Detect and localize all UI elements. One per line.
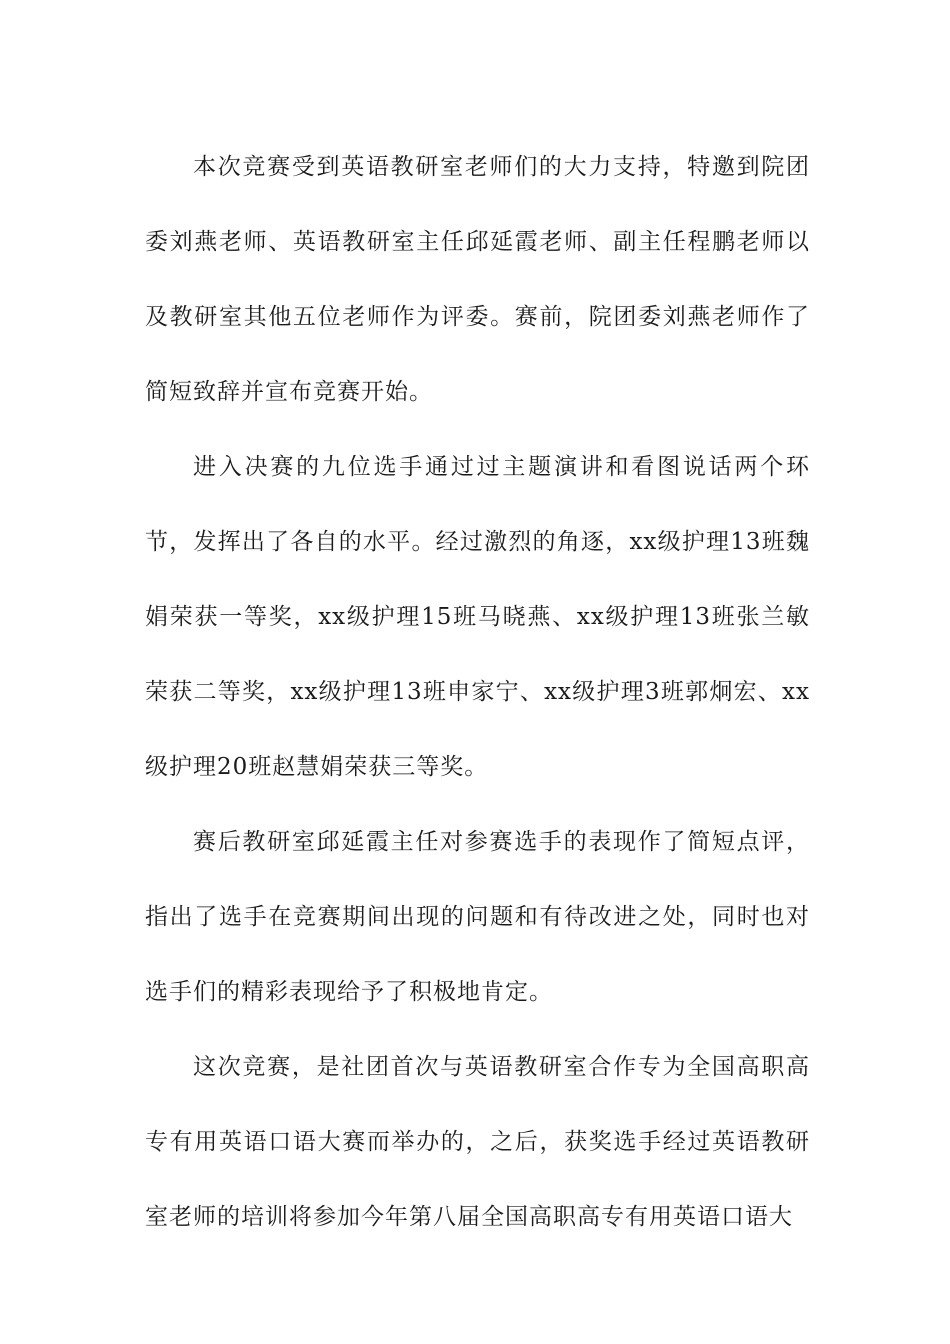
paragraph-post-review: 赛后教研室邱延霞主任对参赛选手的表现作了简短点评，指出了选手在竞赛期间出现的问题和有待改进之处，同时也对选手们的精彩表现给予了积极地肯定。 (145, 829, 810, 1005)
document-body (145, 130, 810, 1255)
paragraph-competition-support: 本次竞赛受到英语教研室老师们的大力支持，特邀到院团委刘燕老师、英语教研室主任邱延霞老师、副主任程鹏老师以及教研室其他五位老师作为评委。赛前，院团委刘燕老师作了简短致辞并宣布竞赛开始。 (145, 154, 810, 405)
paragraph-competition-purpose: 这次竞赛，是社团首次与英语教研室合作专为全国高职高专有用英语口语大赛而举办的，之后，获奖选手经过英语教研室老师的培训将参加今年第八届全国高职高专有用英语口语大 (145, 1054, 810, 1230)
paragraph-final-results: 进入决赛的九位选手通过过主题演讲和看图说话两个环节，发挥出了各自的水平。经过激烈的角逐，xx级护理13班魏娟荣获一等奖，xx级护理15班马晓燕、xx级护理13班张兰敏荣获二等奖，xx级护理13班申家宁、xx级护理3班郭炯宏、xx级护理20班赵慧娟荣获三等奖。 (145, 454, 810, 780)
